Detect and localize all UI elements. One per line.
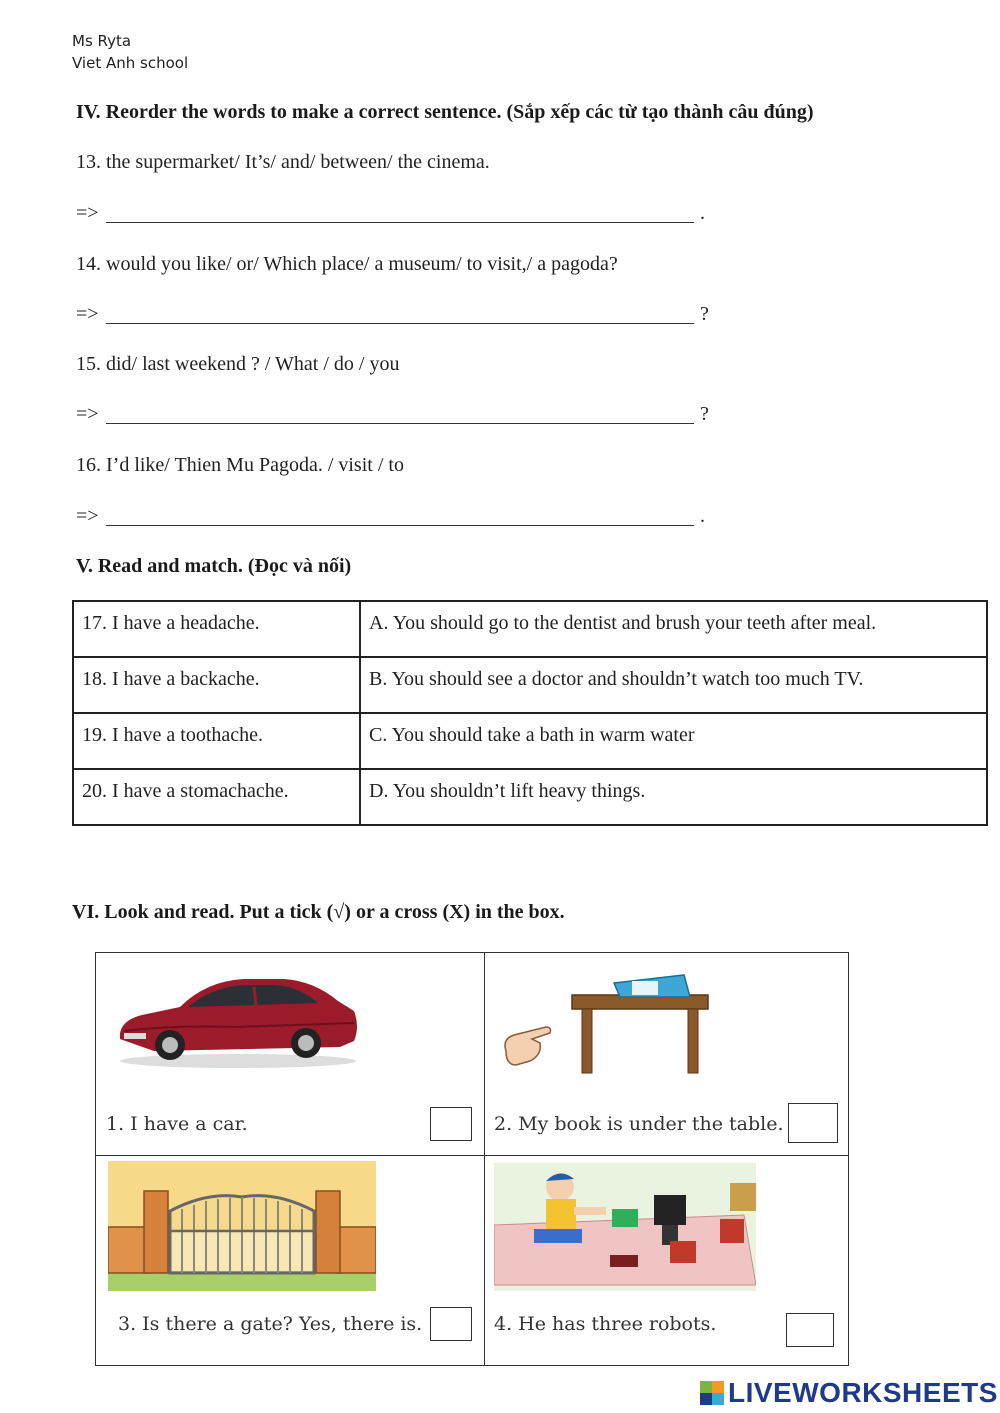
answer-punct: ?	[700, 303, 709, 325]
answer-punct: .	[700, 202, 705, 224]
section-6-title: VI. Look and read. Put a tick (√) or a cross (X) in the box.	[72, 901, 565, 923]
table-row	[73, 657, 987, 713]
gate-illustration	[108, 1161, 376, 1291]
car-illustration	[114, 971, 362, 1071]
answer-line[interactable]	[106, 423, 694, 424]
table-row	[73, 769, 987, 825]
teacher-name: Ms Ryta	[72, 32, 132, 50]
answer-arrow: =>	[76, 403, 99, 425]
match-right-d[interactable]: D. You shouldn’t lift heavy things.	[360, 769, 987, 825]
grid-divider	[484, 953, 485, 1365]
picture-caption-3: 3. Is there a gate? Yes, there is.	[118, 1313, 423, 1335]
liveworksheets-logo-icon	[700, 1381, 724, 1405]
school-name: Viet Anh school	[72, 54, 189, 72]
matching-table	[72, 600, 988, 826]
logo-text: LIVEWORKSHEETS	[728, 1377, 998, 1408]
answer-arrow: =>	[76, 202, 99, 224]
picture-caption-1: 1. I have a car.	[106, 1113, 248, 1135]
match-right-c[interactable]: C. You should take a bath in warm water	[360, 713, 987, 769]
boy-robots-illustration	[494, 1163, 756, 1291]
answer-arrow: =>	[76, 303, 99, 325]
table-row	[73, 601, 987, 657]
answer-line[interactable]	[106, 222, 694, 223]
section-5-title: V. Read and match. (Đọc và nối)	[76, 555, 352, 577]
answer-arrow: =>	[76, 505, 99, 527]
question-15: 15. did/ last weekend ? / What / do / you	[76, 353, 400, 375]
tick-box-4[interactable]	[786, 1313, 834, 1347]
picture-caption-2: 2. My book is under the table.	[494, 1113, 784, 1135]
pointing-hand-icon	[505, 1027, 551, 1065]
tick-box-2[interactable]	[788, 1103, 838, 1143]
answer-14[interactable]	[76, 303, 736, 329]
tick-box-1[interactable]	[430, 1107, 472, 1141]
answer-line[interactable]	[106, 323, 694, 324]
picture-grid	[95, 952, 849, 1366]
tick-box-3[interactable]	[430, 1307, 472, 1341]
answer-line[interactable]	[106, 525, 694, 526]
picture-caption-4: 4. He has three robots.	[494, 1313, 717, 1335]
robot-green	[612, 1209, 638, 1227]
table-row	[73, 713, 987, 769]
match-left-20[interactable]: 20. I have a stomachache.	[73, 769, 360, 825]
question-13: 13. the supermarket/ It’s/ and/ between/ the cinema.	[76, 151, 490, 173]
answer-16[interactable]	[76, 505, 736, 531]
grid-divider	[96, 1155, 848, 1156]
answer-punct: .	[700, 505, 705, 527]
match-right-b[interactable]: B. You should see a doctor and shouldn’t watch too much TV.	[360, 657, 987, 713]
match-right-a[interactable]: A. You should go to the dentist and brush your teeth after meal.	[360, 601, 987, 657]
table-book-illustration	[496, 973, 726, 1083]
question-14: 14. would you like/ or/ Which place/ a museum/ to visit,/ a pagoda?	[76, 253, 618, 275]
section-4-title: IV. Reorder the words to make a correct sentence. (Sắp xếp các từ tạo thành câu đúng)	[76, 101, 814, 123]
question-16: 16. I’d like/ Thien Mu Pagoda. / visit / to	[76, 454, 404, 476]
answer-15[interactable]	[76, 403, 736, 429]
match-left-19[interactable]: 19. I have a toothache.	[73, 713, 360, 769]
match-left-18[interactable]: 18. I have a backache.	[73, 657, 360, 713]
worksheet-header	[72, 30, 188, 74]
liveworksheets-logo[interactable]	[700, 1378, 998, 1408]
match-left-17[interactable]: 17. I have a headache.	[73, 601, 360, 657]
answer-13[interactable]	[76, 202, 736, 228]
answer-punct: ?	[700, 403, 709, 425]
